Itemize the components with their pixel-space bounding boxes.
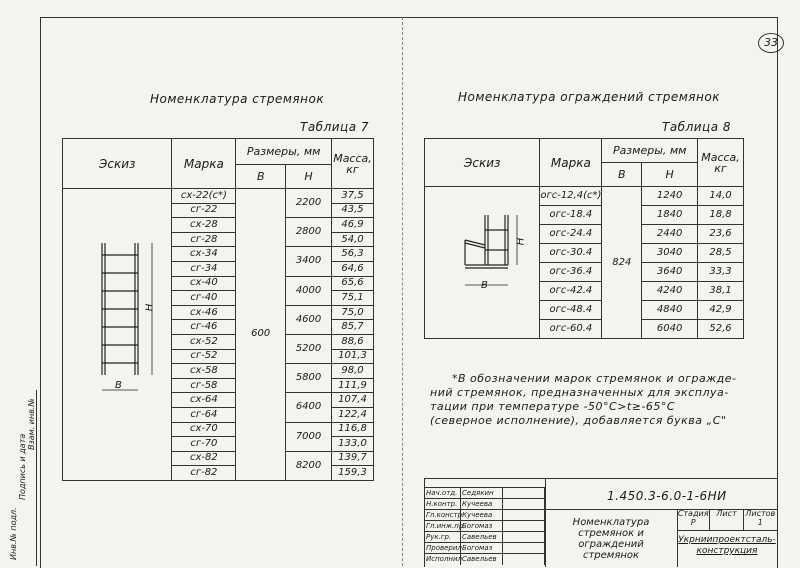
mark-cell: сг-28 (172, 232, 236, 247)
h-value-cell: 4840 (642, 301, 698, 320)
mass-cell: 75,1 (331, 291, 373, 306)
note-line: ний стремянок, предназначенных для эксплуа- (430, 386, 729, 399)
mass-cell: 111,9 (331, 378, 373, 393)
mark-cell: огс-30.4 (540, 244, 602, 263)
ladder-sketch (80, 235, 170, 395)
mass-label: Масса, (333, 151, 372, 165)
mark-cell: огс-18.4 (540, 206, 602, 225)
signature-name: Богомаз (461, 521, 503, 532)
mark-cell: сх-28 (172, 218, 236, 233)
mark-cell: сг-70 (172, 437, 236, 452)
mark-cell: сх-46 (172, 305, 236, 320)
mass-cell: 33,3 (698, 263, 744, 282)
h-value-cell: 3400 (286, 247, 332, 276)
mass-cell: 37,5 (331, 189, 373, 204)
stage-label: Стадия (677, 509, 709, 518)
mass-unit: кг (346, 162, 359, 176)
mass-label: Масса, (701, 150, 740, 164)
h-value-cell: 5200 (286, 334, 332, 363)
signature-role: Н.контр. (425, 499, 461, 510)
sheet-label: Лист (716, 509, 737, 518)
mark-cell: сх-58 (172, 364, 236, 379)
mark-cell: огс-60.4 (540, 320, 602, 339)
mass-cell: 122,4 (331, 407, 373, 422)
organization (677, 535, 777, 557)
sheets-value: 1 (757, 518, 763, 527)
h-value-cell: 2200 (286, 189, 332, 218)
mass-cell: 56,3 (331, 247, 373, 262)
signature-role: Гл.констр. (426, 511, 465, 519)
left-table-caption: Таблица 7 (300, 120, 370, 134)
mark-cell: огс-12,4(с*) (540, 187, 602, 206)
mass-cell: 159,3 (331, 466, 373, 481)
center-fold-line (402, 17, 403, 566)
signature-role: Проверил (426, 544, 462, 552)
side-stamp-sign: Подпись и дата (18, 433, 27, 500)
signature-mark (503, 554, 545, 565)
mass-cell: 101,3 (331, 349, 373, 364)
side-stamp-replace: Взам. инв.№ (27, 398, 36, 450)
table-row (63, 189, 374, 204)
mass-cell: 64,6 (331, 261, 373, 276)
signature-row (425, 553, 545, 565)
mark-cell: сх-52 (172, 334, 236, 349)
col-h-header: Н (642, 163, 698, 187)
col-b-header: В (602, 163, 642, 187)
side-stamp-inv: Инв.№ подл. (9, 507, 18, 560)
title-line: стремянок (582, 550, 640, 561)
h-value-cell: 4240 (642, 282, 698, 301)
h-value-cell: 6040 (642, 320, 698, 339)
h-value-cell: 5800 (286, 364, 332, 393)
signature-name: Кучеева (461, 499, 503, 510)
col-mass-header (698, 139, 744, 187)
document-code: 1.450.3-6.0-1-6НИ (607, 489, 727, 503)
mark-cell: огс-42.4 (540, 282, 602, 301)
mass-cell: 18,8 (698, 206, 744, 225)
title-line: стремянок и ограждений (578, 528, 644, 550)
mark-cell: сг-22 (172, 203, 236, 218)
mass-cell: 88,6 (331, 334, 373, 349)
col-b-header: В (236, 165, 286, 189)
ladder-dim-b: В (115, 380, 122, 391)
col-mark-header: Марка (172, 139, 236, 189)
right-heading: Номенклатура ограждений стремянок (458, 90, 720, 104)
b-value-cell: 600 (236, 189, 286, 481)
h-value-cell: 6400 (286, 393, 332, 422)
signature-role: Исполнил (426, 555, 463, 563)
signature-role: Нач.отд. (425, 488, 461, 499)
signature-name: Седякин (461, 488, 503, 499)
note-line: *В обозначении марок стремянок и огражде- (452, 372, 737, 385)
h-value-cell: 1240 (642, 187, 698, 206)
signature-name: Кучеева (461, 510, 503, 521)
h-value-cell: 4000 (286, 276, 332, 305)
mark-cell: сг-34 (172, 261, 236, 276)
document-title (545, 509, 677, 567)
mass-cell: 133,0 (331, 437, 373, 452)
table-row (425, 187, 744, 206)
fence-sketch (455, 205, 555, 305)
mass-cell: 65,6 (331, 276, 373, 291)
mark-cell: сх-70 (172, 422, 236, 437)
col-mass-header (331, 139, 373, 189)
fence-dim-b: В (481, 280, 488, 291)
mass-cell: 23,6 (698, 225, 744, 244)
note-line: тации при температуре -50°С>t≥-65°С (430, 400, 676, 413)
col-mark-header: Марка (540, 139, 602, 187)
mark-cell: сх-22(с*) (172, 189, 236, 204)
b-value-cell: 824 (602, 187, 642, 339)
mark-cell: сх-40 (172, 276, 236, 291)
h-value-cell: 3040 (642, 244, 698, 263)
right-table-caption: Таблица 8 (662, 120, 732, 134)
note-line: (северное исполнение), добавляется буква „С" (430, 414, 727, 427)
side-stamp (8, 390, 37, 566)
mark-cell: сх-64 (172, 393, 236, 408)
mass-cell: 98,0 (331, 364, 373, 379)
mass-cell: 85,7 (331, 320, 373, 335)
mark-cell: сг-64 (172, 407, 236, 422)
mark-cell: сг-82 (172, 466, 236, 481)
mark-cell: сг-46 (172, 320, 236, 335)
temperature-note (430, 372, 737, 428)
col-sizes-header: Размеры, мм (602, 139, 698, 163)
mass-cell: 14,0 (698, 187, 744, 206)
sheet-cell (710, 509, 743, 531)
sheets-cell (744, 509, 777, 531)
sheets-label: Листов (745, 509, 776, 518)
left-heading: Номенклатура стремянок (150, 92, 325, 106)
mark-cell: огс-24.4 (540, 225, 602, 244)
mass-cell: 46,9 (331, 218, 373, 233)
h-value-cell: 3640 (642, 263, 698, 282)
signature-role: Гл.инж.пр. (426, 522, 466, 530)
title-line: Номенклатура (572, 517, 650, 528)
mass-cell: 42,9 (698, 301, 744, 320)
col-sketch-header: Эскиз (63, 139, 172, 189)
mass-cell: 28,5 (698, 244, 744, 263)
mark-cell: огс-36.4 (540, 263, 602, 282)
signature-table (425, 487, 545, 567)
mass-cell: 116,8 (331, 422, 373, 437)
stage-cell (677, 509, 710, 531)
mass-cell: 52,6 (698, 320, 744, 339)
signature-name: Богомаз (461, 543, 503, 554)
mark-cell: сх-34 (172, 247, 236, 262)
h-value-cell: 8200 (286, 451, 332, 480)
mark-cell: сг-58 (172, 378, 236, 393)
ladder-dim-h: Н (144, 303, 156, 312)
mark-cell: огс-48.4 (540, 301, 602, 320)
mark-cell: сх-82 (172, 451, 236, 466)
col-h-header: Н (286, 165, 332, 189)
h-value-cell: 2440 (642, 225, 698, 244)
h-value-cell: 7000 (286, 422, 332, 451)
org-line: конструкция (696, 546, 758, 556)
stage-value: Р (690, 518, 696, 527)
fence-dim-h: Н (515, 237, 527, 246)
mass-cell: 107,4 (331, 393, 373, 408)
title-block (424, 478, 778, 567)
mass-cell: 139,7 (331, 451, 373, 466)
mass-unit: кг (714, 161, 727, 175)
mass-cell: 75,0 (331, 305, 373, 320)
signature-role: Рук.гр. (425, 532, 461, 543)
signature-name: Савельев (461, 532, 503, 543)
mark-cell: сг-52 (172, 349, 236, 364)
mark-cell: сг-40 (172, 291, 236, 306)
h-value-cell: 4600 (286, 305, 332, 334)
h-value-cell: 1840 (642, 206, 698, 225)
col-sketch-header: Эскиз (425, 139, 540, 187)
signature-name: Савельев (461, 554, 503, 565)
mass-cell: 38,1 (698, 282, 744, 301)
col-sizes-header: Размеры, мм (236, 139, 332, 165)
mass-cell: 43,5 (331, 203, 373, 218)
page-number: 33 (758, 33, 784, 53)
h-value-cell: 2800 (286, 218, 332, 247)
org-line: Укрниипроектсталь- (678, 535, 776, 545)
mass-cell: 54,0 (331, 232, 373, 247)
